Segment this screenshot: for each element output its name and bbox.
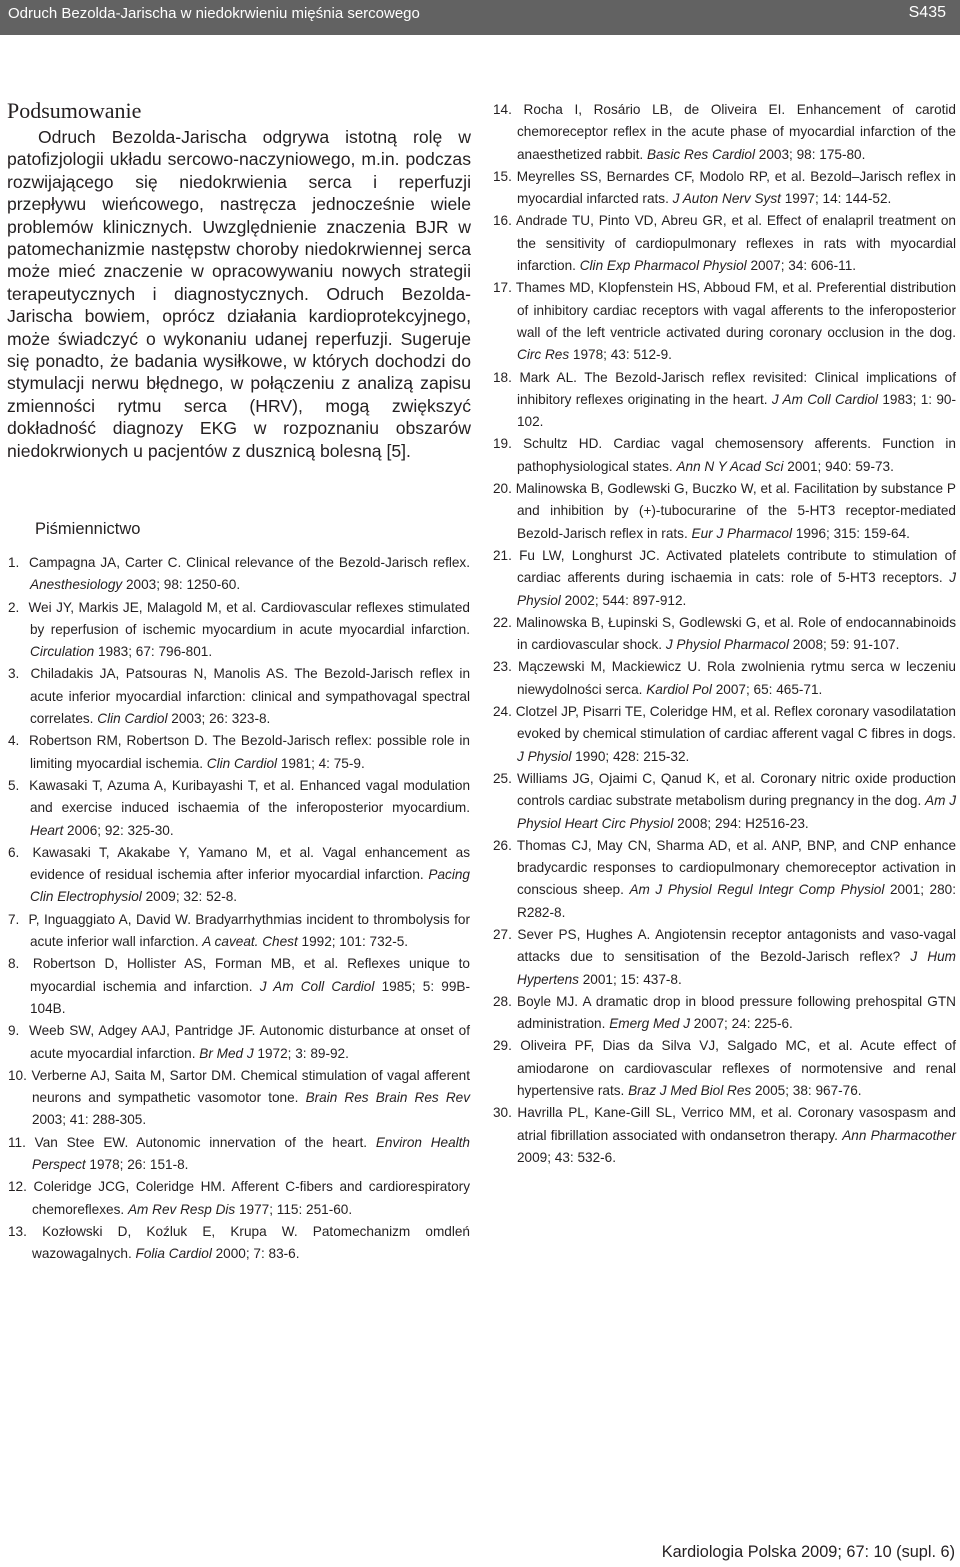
- reference-citation: 2008; 59: 91-107.: [789, 637, 900, 653]
- reference-item: [8, 1020, 470, 1065]
- reference-item: [8, 1221, 470, 1266]
- reference-journal: Braz J Med Biol Res: [628, 1083, 752, 1099]
- reference-citation: 1981; 4: 75-9.: [277, 755, 365, 771]
- reference-citation: 2009; 43: 532-6.: [517, 1149, 617, 1165]
- reference-number: 24.: [493, 704, 512, 720]
- reference-text: Williams JG, Ojaimi C, Qanud K, et al. Coronary nitric oxide production controls cardiac substrate metabolism during pregnancy in the dog.: [516, 770, 956, 809]
- reference-citation: 1985; 5: 99B-104B.: [30, 978, 470, 1016]
- reference-journal: Am J Physiol Regul Integr Comp Physiol: [629, 882, 885, 898]
- reference-journal: Ann Pharmacother: [842, 1127, 956, 1143]
- reference-citation: 2005; 38: 967-76.: [751, 1083, 862, 1099]
- reference-number: 16.: [493, 213, 512, 229]
- reference-journal: Circ Res: [517, 347, 570, 363]
- reference-text: Andrade TU, Pinto VD, Abreu GR, et al. Effect of enalapril treatment on the sensitivity of cardiopulmonary reflexes in rats with myocardial infarction.: [516, 213, 956, 274]
- reference-journal: Pacing Clin Electrophysiol: [30, 867, 470, 905]
- reference-citation: 1992; 101: 732-5.: [297, 934, 409, 950]
- reference-citation: 1972; 3: 89-92.: [253, 1045, 349, 1061]
- reference-text: Weeb SW, Adgey AAJ, Pantridge JF. Autonomic disturbance at onset of acute myocardial infarction.: [28, 1023, 470, 1061]
- reference-text: Kawasaki T, Azuma A, Kuribayashi T, et al. Enhanced vagal modulation and exercise induced ischaemia of the inferoposterior myocardium.: [29, 777, 471, 816]
- reference-text: Robertson RM, Robertson D. The Bezold-Jarisch reflex: possible role in limiting myocardial ischemia.: [28, 733, 470, 771]
- reference-list-left: [8, 552, 470, 1266]
- reference-text: Thames MD, Klopfenstein HS, Abboud FM, et al. Preferential distribution of inhibitory cardiac receptors with vagal afferents to the inferoposterior wall of the left ventricle activated during coronary occlusion in the dog.: [515, 280, 957, 340]
- reference-citation: 2003; 26: 323-8.: [167, 711, 271, 727]
- reference-journal: Environ Health Perspect: [32, 1134, 470, 1173]
- reference-number: 23.: [493, 659, 512, 675]
- reference-citation: 1996; 315: 159-64.: [792, 525, 910, 541]
- reference-text: P, Inguaggiato A, David W. Bradyarrhythmias incident to thrombolysis for acute inferior wall infarction.: [28, 911, 471, 950]
- reference-citation: 1978; 43: 512-9.: [569, 347, 672, 363]
- reference-journal: Am J Physiol Heart Circ Physiol: [517, 793, 957, 831]
- reference-number: 25.: [493, 770, 512, 786]
- reference-number: 26.: [493, 837, 512, 853]
- reference-item: [493, 1102, 956, 1169]
- reference-item: [8, 909, 470, 954]
- reference-text: Chiladakis JA, Patsouras N, Manolis AS. The Bezold-Jarisch reflex in acute inferior myocardial infarction: clinical and sympathovagal spectral correlates.: [30, 666, 471, 727]
- reference-number: 29.: [493, 1038, 512, 1054]
- reference-journal: Clin Exp Pharmacol Physiol: [579, 258, 747, 274]
- reference-number: 21.: [493, 547, 512, 563]
- reference-journal: Am Rev Resp Dis: [127, 1201, 236, 1217]
- reference-list-right: [493, 99, 956, 1169]
- reference-text: Sever PS, Hughes A. Angiotensin receptor antagonists and vaso-vagal attacks due to sensitisation of the Bezold-Jarisch reflex?: [517, 926, 956, 965]
- reference-journal: Kardiol Pol: [646, 681, 712, 697]
- reference-number: 28.: [493, 993, 512, 1009]
- reference-item: [8, 1065, 470, 1132]
- reference-text: Malinowska B, Godlewski G, Buczko W, et al. Facilitation by substance P and inhibition by (+)-tubocurarine of the 5-HT3 receptor-mediated Bezold-Jarisch reflex in rats.: [515, 481, 956, 541]
- reference-journal: Eur J Pharmacol: [691, 525, 792, 541]
- reference-number: 15.: [493, 168, 512, 184]
- reference-journal: J Physiol Pharmacol: [665, 637, 789, 653]
- reference-item: [493, 835, 956, 924]
- reference-item: [493, 99, 956, 166]
- reference-item: [8, 775, 470, 842]
- reference-item: [8, 663, 470, 730]
- reference-item: [8, 730, 470, 775]
- reference-citation: 2003; 98: 1250-60.: [122, 577, 241, 593]
- reference-citation: 1977; 115: 251-60.: [235, 1201, 353, 1217]
- reference-journal: Clin Cardiol: [206, 755, 278, 771]
- reference-journal: Anesthesiology: [30, 577, 123, 593]
- reference-citation: 1983; 1: 90-102.: [517, 391, 956, 430]
- reference-citation: 2007; 65: 465-71.: [711, 681, 823, 697]
- reference-number: 8.: [8, 956, 20, 972]
- reference-journal: J Am Coll Cardiol: [259, 978, 375, 994]
- reference-item: [8, 597, 470, 664]
- reference-number: 17.: [493, 280, 512, 296]
- reference-item: [8, 1176, 470, 1221]
- reference-citation: 2000; 7: 83-6.: [211, 1246, 300, 1262]
- reference-text: Boyle MJ. A dramatic drop in blood pressure following prehospital GTN administration.: [517, 993, 957, 1032]
- reference-text: Rocha I, Rosário LB, de Oliveira EI. Enhancement of carotid chemoreceptor reflex in the acute phase of myocardial infarction of the anaesthetized rabbit.: [517, 102, 956, 162]
- reference-item: [8, 552, 470, 597]
- reference-journal: J Auton Nerv Syst: [672, 191, 781, 207]
- reference-item: [493, 991, 956, 1036]
- reference-number: 18.: [493, 369, 512, 385]
- reference-item: [493, 924, 956, 991]
- reference-number: 30.: [493, 1105, 512, 1121]
- reference-item: [8, 1132, 470, 1177]
- reference-number: 4.: [8, 733, 20, 749]
- reference-item: [493, 277, 956, 366]
- reference-number: 13.: [8, 1223, 27, 1239]
- reference-text: Kawasaki T, Akakabe Y, Yamano M, et al. Vagal enhancement as evidence of residual ischemia after inferior myocardial infarction.: [30, 844, 470, 883]
- reference-number: 5.: [8, 777, 20, 793]
- reference-citation: 2006; 92: 325-30.: [63, 822, 174, 838]
- reference-item: [8, 842, 470, 909]
- reference-number: 9.: [8, 1023, 20, 1039]
- reference-citation: 2001; 280: R282-8.: [517, 882, 957, 920]
- reference-item: [493, 1035, 956, 1102]
- reference-text: Schultz HD. Cardiac vagal chemosensory afferents. Function in pathophysiological states.: [517, 436, 956, 474]
- reference-number: 11.: [8, 1134, 26, 1150]
- reference-text: Fu LW, Longhurst JC. Activated platelets contribute to stimulation of cardiac afferents during ischaemia in cats: role of 5-HT3 receptors.: [517, 547, 956, 586]
- reference-text: Campagna JA, Carter C. Clinical relevance of the Bezold-Jarisch reflex.: [28, 555, 470, 570]
- reference-number: 2.: [8, 599, 20, 615]
- reference-journal: Ann N Y Acad Sci: [676, 458, 784, 474]
- reference-journal: A caveat. Chest: [202, 934, 298, 950]
- reference-number: 27.: [493, 926, 512, 942]
- reference-item: [493, 478, 956, 545]
- reference-number: 6.: [8, 844, 20, 860]
- reference-journal: J Am Coll Cardiol: [771, 391, 879, 407]
- reference-journal: Brain Res Brain Res Rev: [305, 1090, 470, 1106]
- reference-journal: Folia Cardiol: [135, 1246, 212, 1262]
- reference-number: 22.: [493, 614, 512, 630]
- reference-text: Robertson D, Hollister AS, Forman MB, et al. Reflexes unique to myocardial ischemia and infarction.: [30, 956, 470, 994]
- running-header: [0, 0, 960, 35]
- journal-footer: Kardiologia Polska 2009; 67: 10 (supl. 6): [661, 1543, 955, 1561]
- reference-citation: 1997; 14: 144-52.: [780, 191, 892, 207]
- reference-journal: Emerg Med J: [609, 1016, 691, 1032]
- reference-text: Mączewski M, Mackiewicz U. Rola zwolnienia rytmu serca w leczeniu niewydolności serca.: [517, 659, 956, 697]
- reference-item: [493, 656, 956, 701]
- reference-citation: 2003; 41: 288-305.: [32, 1112, 147, 1128]
- reference-journal: J Physiol: [517, 748, 572, 764]
- reference-text: Oliveira PF, Dias da Silva VJ, Salgado MC, et al. Acute effect of amiodarone on cardiovascular reflexes of normotensive and renal hypertensive rats.: [517, 1038, 957, 1099]
- reference-text: Van Stee EW. Autonomic innervation of the heart.: [34, 1134, 376, 1150]
- running-title: Odruch Bezolda-Jarischa w niedokrwieniu mięśnia sercowego: [8, 5, 420, 22]
- reference-item: [493, 433, 956, 478]
- reference-citation: 1983; 67: 796-801.: [94, 644, 213, 660]
- reference-item: [493, 367, 956, 434]
- reference-citation: 2007; 24: 225-6.: [690, 1016, 793, 1032]
- reference-number: 19.: [493, 436, 512, 452]
- reference-citation: 2009; 32: 52-8.: [141, 889, 238, 905]
- reference-text: Thomas CJ, May CN, Sharma AD, et al. ANP, BNP, and CNP enhance bradycardic responses to cardiopulmonary chemoreceptor activation in conscious sheep.: [516, 837, 957, 898]
- reference-number: 14.: [493, 102, 512, 117]
- reference-number: 1.: [8, 555, 20, 570]
- reference-item: [493, 210, 956, 277]
- reference-journal: J Hum Hypertens: [517, 949, 956, 987]
- reference-citation: 2001; 940: 59-73.: [783, 458, 894, 474]
- reference-text: Meyrelles SS, Bernardes CF, Modolo RP, et al. Bezold–Jarisch reflex in myocardial infarcted rats.: [516, 168, 956, 207]
- reference-citation: 1978; 26: 151-8.: [85, 1157, 189, 1173]
- reference-item: [493, 612, 956, 657]
- reference-journal: Br Med J: [199, 1045, 254, 1061]
- reference-item: [8, 953, 470, 1020]
- summary-heading: Podsumowanie: [7, 98, 142, 123]
- reference-text: Coleridge JCG, Coleridge HM. Afferent C-fibers and cardiorespiratory chemoreflexes.: [32, 1179, 470, 1217]
- reference-text: Verberne AJ, Saita M, Sartor DM. Chemical stimulation of vagal afferent neurons and sympathetic vasomotor tone.: [31, 1067, 471, 1106]
- reference-item: [493, 701, 956, 768]
- reference-citation: 2001; 15: 437-8.: [578, 971, 682, 987]
- reference-item: [493, 166, 956, 211]
- reference-number: 20.: [493, 481, 512, 497]
- reference-item: [493, 768, 956, 835]
- reference-text: Kozłowski D, Koźluk E, Krupa W. Patomechanizm omdleń wazowagalnych.: [32, 1223, 470, 1262]
- reference-number: 3.: [8, 666, 20, 682]
- summary-paragraph: Odruch Bezolda-Jarischa odgrywa istotną rolę w patofizjologii układu sercowo-naczyniowego, m.in. podczas rozwijającego się niedokrwienia serca i reperfuzji przepływu wieńcowego, nastręcza jednocześnie wiele problemów klinicznych. Uwzględnienie znaczenia BJR w patomechanizmie następstw choroby niedokrwiennej serca może mieć znaczenie w opracowywaniu nowych strategii terapeutycznych i diagnostycznych. Odruch Bezolda-Jarischa bowiem, oprócz działania kardioprotekcyjnego, może świadczyć o wykonaniu udanej reperfuzji. Sugeruje się ponadto, że badania wysiłkowe, w których dochodzi do stymulacji nerwu błędnego, w połączeniu z analizą zapisu zmienności rytmu serca (HRV), mogą zwiększyć dokładność diagnozy EKG w rozpoznaniu obszarów niedokrwionych u pacjentów z dusznicą bolesną [5].: [7, 127, 471, 461]
- reference-citation: 2003; 98: 175-80.: [755, 146, 866, 162]
- reference-citation: 2002; 544: 897-912.: [560, 592, 687, 608]
- reference-citation: 1990; 428: 215-32.: [571, 748, 690, 764]
- reference-journal: Circulation: [30, 644, 95, 660]
- reference-text: Mark AL. The Bezold-Jarisch reflex revisited: Clinical implications of inhibitory reflexes originating in the heart.: [517, 369, 956, 407]
- page-number: S435: [908, 4, 946, 21]
- reference-item: [493, 545, 956, 612]
- reference-journal: Basic Res Cardiol: [646, 146, 756, 162]
- reference-journal: Clin Cardiol: [97, 711, 168, 727]
- reference-text: Malinowska B, Łupinski S, Godlewski G, et al. Role of endocannabinoids in cardiovascular shock.: [516, 614, 956, 653]
- reference-journal: Heart: [30, 822, 64, 838]
- reference-number: 10.: [8, 1067, 27, 1083]
- reference-journal: J Physiol: [517, 570, 956, 608]
- reference-citation: 2007; 34: 606-11.: [746, 258, 857, 274]
- reference-text: Wei JY, Markis JE, Malagold M, et al. Cardiovascular reflexes stimulated by reperfusion of ischemic myocardium in acute myocardial infarction.: [28, 599, 470, 637]
- reference-text: Clotzel JP, Pisarri TE, Coleridge HM, et al. Reflex coronary vasodilatation evoked by chemical stimulation of cardiac afferent vagal C fibres in dogs.: [515, 704, 956, 742]
- reference-number: 12.: [8, 1179, 27, 1195]
- reference-citation: 2008; 294: H2516-23.: [673, 815, 809, 831]
- reference-text: Havrilla PL, Kane-Gill SL, Verrico MM, et al. Coronary vasospasm and atrial fibrillation associated with ondansetron therapy.: [517, 1105, 956, 1143]
- reference-number: 7.: [8, 911, 20, 927]
- references-heading: Piśmiennictwo: [35, 520, 141, 538]
